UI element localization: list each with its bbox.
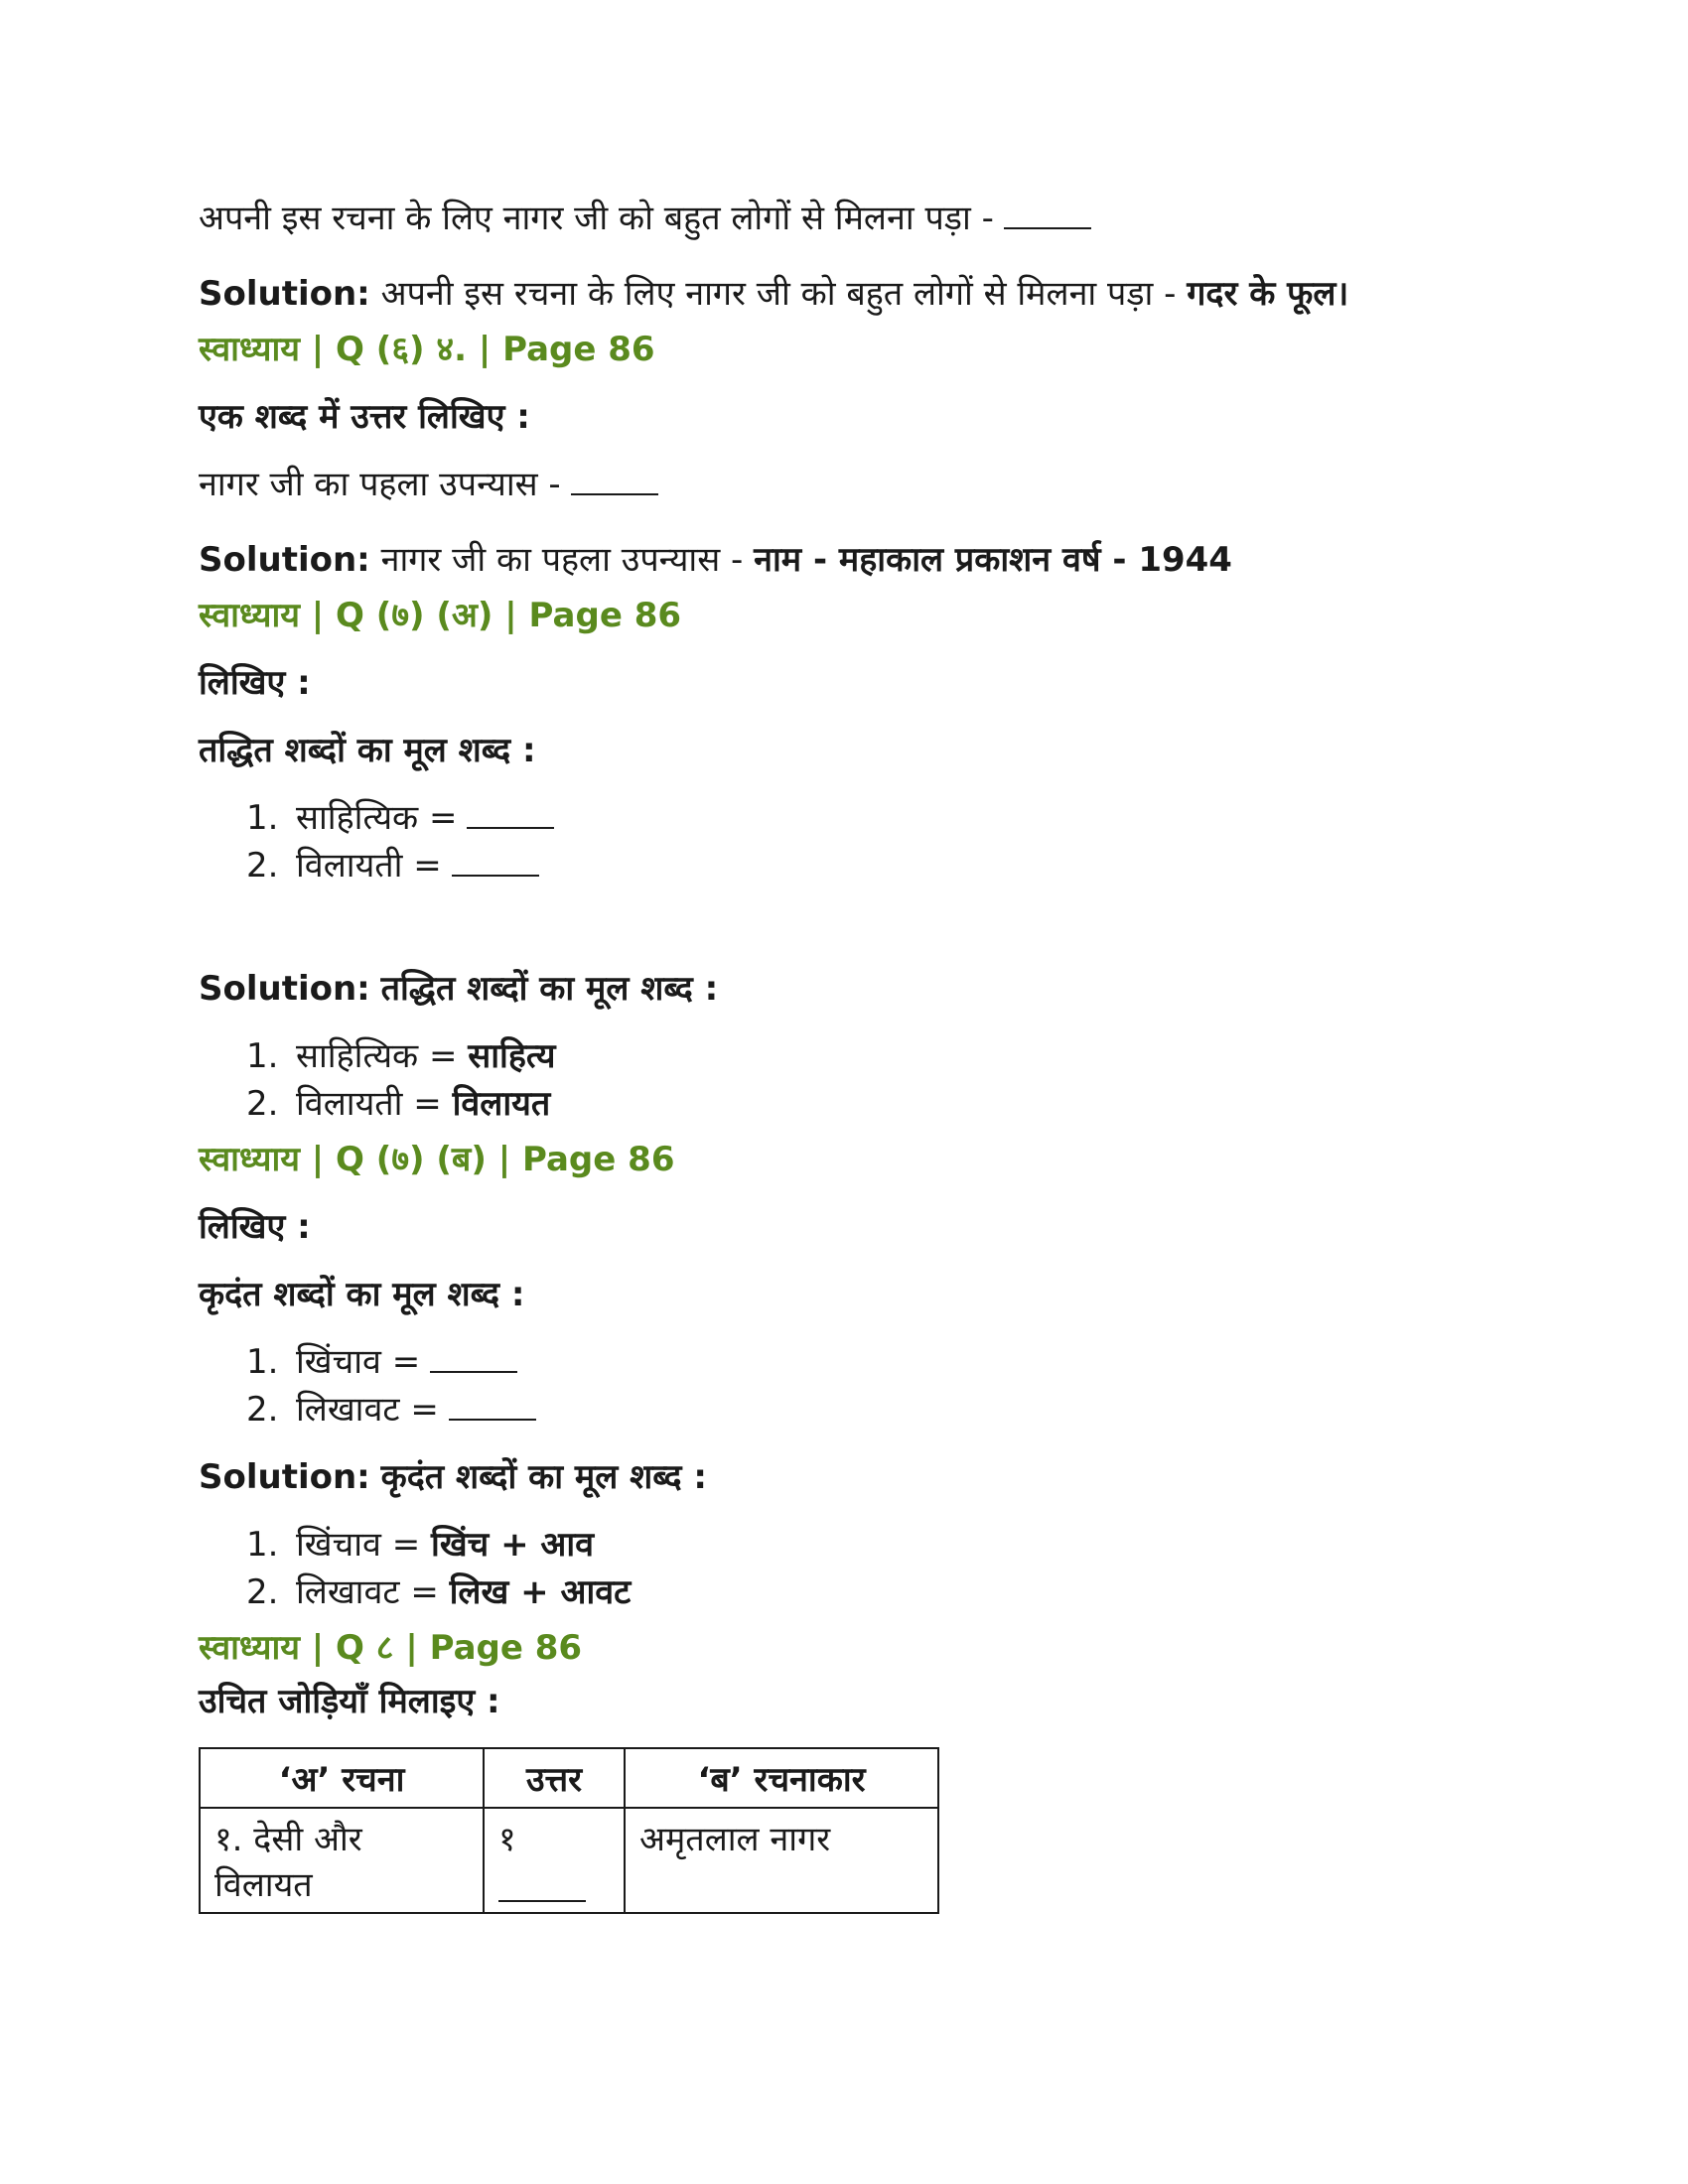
list-word: विलायती = [296,1084,442,1124]
table-header-cell: ‘अ’ रचना [200,1748,484,1808]
list-answer: खिंच + आव [431,1525,595,1565]
q2-instruction: एक शब्द में उत्तर लिखिए : [199,397,530,437]
q1-question [199,197,1091,240]
list-answer: साहित्य [468,1036,556,1076]
list-word: खिंचाव = [296,1525,421,1565]
q2-solution [199,538,1232,582]
list-item [246,1340,517,1384]
list-item [246,844,539,887]
list-number: 1. [246,798,279,838]
table-cell: अमृतलाल नागर [625,1808,938,1913]
q3-solution [199,967,718,1011]
list-number: 2. [246,846,279,886]
q2-header: स्वाध्याय | Q (६) ४. | Page 86 [199,330,655,369]
list-number: 2. [246,1084,279,1124]
table-header-cell: उत्तर [484,1748,625,1808]
table-row [200,1808,938,1913]
q1-solution-text: अपनी इस रचना के लिए नागर जी को बहुत लोगों से मिलना पड़ा - [380,274,1177,314]
list-item [246,796,554,840]
table-cell-number: १ [498,1820,516,1859]
table-cell [484,1808,625,1913]
list-item [246,1570,631,1614]
answer-blank [430,1343,517,1373]
list-number: 1. [246,1525,279,1565]
answer-blank [1004,200,1091,229]
q4-instruction: लिखिए : [199,1207,311,1247]
list-number: 2. [246,1572,279,1612]
q2-solution-text: नागर जी का पहला उपन्यास - [380,540,744,580]
list-item [246,1388,536,1432]
q1-solution-answer: गदर के फूल। [1187,274,1349,314]
list-word: विलायती = [296,846,442,886]
q2-question-text: नागर जी का पहला उपन्यास - [199,465,561,504]
solution-label: Solution: [199,274,370,314]
q4-solution [199,1455,707,1499]
answer-blank [452,847,539,877]
q1-question-text: अपनी इस रचना के लिए नागर जी को बहुत लोगों से मिलना पड़ा - [199,199,994,238]
answer-blank [449,1391,536,1421]
q3-solution-heading: तद्धित शब्दों का मूल शब्द : [380,969,719,1009]
list-word: लिखावट = [296,1390,439,1430]
list-word: खिंचाव = [296,1342,421,1382]
table-header-row [200,1748,938,1808]
list-answer: लिख + आवट [449,1572,632,1612]
answer-blank [571,466,658,495]
q4-subinstruction: कृदंत शब्दों का मूल शब्द : [199,1275,525,1314]
list-item [246,1034,556,1078]
q5-instruction: उचित जोड़ियाँ मिलाइए : [199,1682,500,1721]
q4-solution-heading: कृदंत शब्दों का मूल शब्द : [380,1457,708,1497]
q1-solution [199,272,1348,316]
list-word: साहित्यिक = [296,1036,458,1076]
list-word: साहित्यिक = [296,798,458,838]
list-number: 1. [246,1036,279,1076]
solution-label: Solution: [199,540,370,580]
q3-subinstruction: तद्धित शब्दों का मूल शब्द : [199,731,536,770]
answer-blank [467,799,554,829]
q5-header: स्वाध्याय | Q ८ | Page 86 [199,1628,583,1668]
q2-question [199,463,658,506]
q2-solution-answer: नाम - महाकाल प्रकाशन वर्ष - 1944 [754,540,1232,580]
q4-header: स्वाध्याय | Q (७) (ब) | Page 86 [199,1140,675,1179]
list-answer: विलायत [452,1084,551,1124]
list-number: 1. [246,1342,279,1382]
table-header-cell: ‘ब’ रचनाकार [625,1748,938,1808]
solution-label: Solution: [199,1457,370,1497]
solution-label: Solution: [199,969,370,1009]
q3-instruction: लिखिए : [199,663,311,703]
list-word: लिखावट = [296,1572,439,1612]
list-item [246,1523,594,1567]
list-item [246,1082,550,1126]
q3-header: स्वाध्याय | Q (७) (अ) | Page 86 [199,596,682,635]
answer-blank [498,1860,586,1902]
matching-table [199,1747,939,1914]
table-cell: १. देसी और विलायत [200,1808,484,1913]
list-number: 2. [246,1390,279,1430]
